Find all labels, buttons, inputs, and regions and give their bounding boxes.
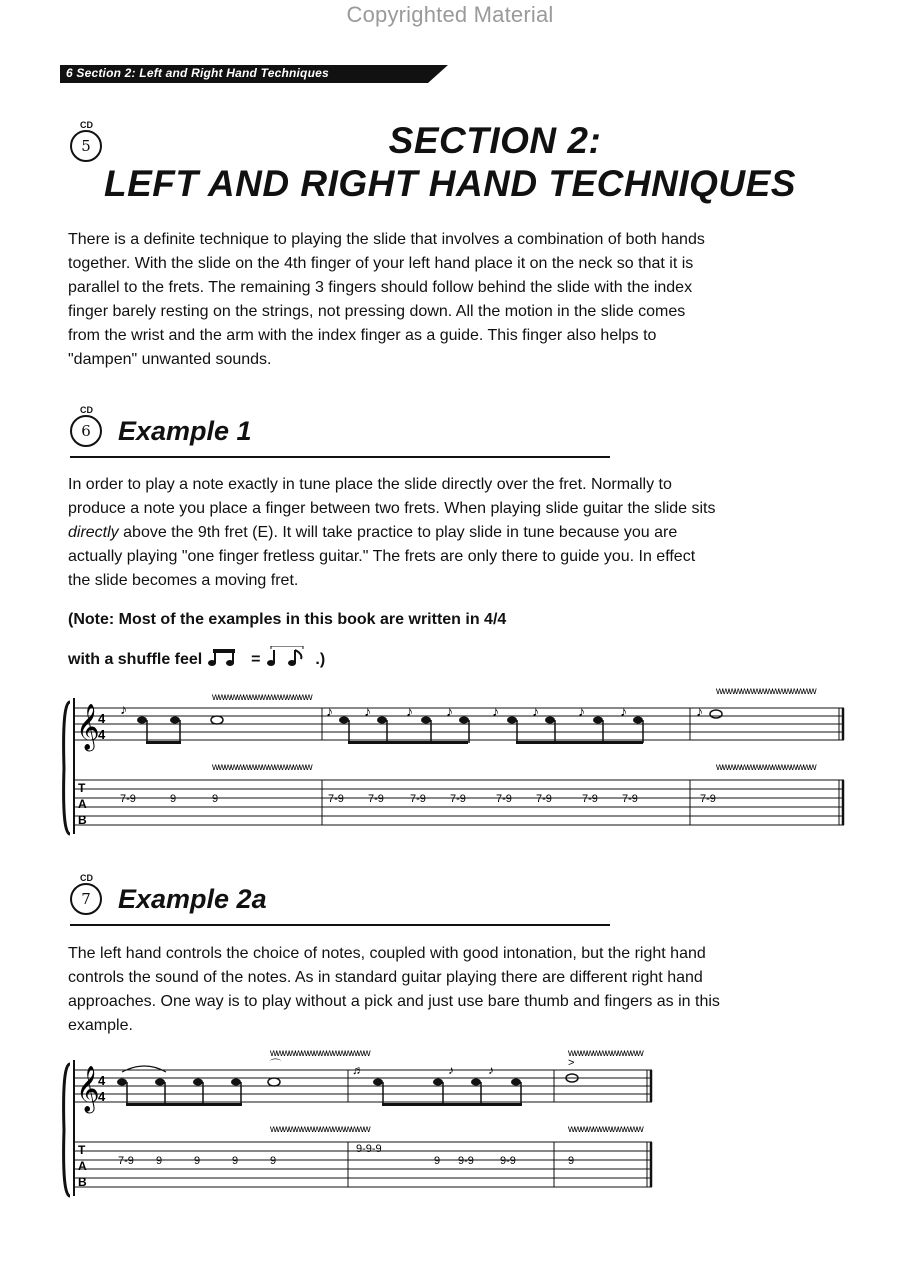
tab-letter: T — [78, 781, 86, 795]
half-note-head — [211, 716, 223, 724]
example1-line: the slide becomes a moving fret. — [68, 572, 299, 589]
tab-fret: 7-9 — [410, 793, 426, 805]
intro-paragraph — [68, 228, 848, 372]
grace-note-icon: ♪ — [120, 701, 127, 717]
tab-fret: 9 — [232, 1155, 239, 1167]
intro-line: from the wrist and the arm with the index finger as a guide. This finger also helps to — [68, 327, 657, 344]
tab-fret: 7-9 — [622, 793, 638, 805]
example1-line — [68, 521, 848, 545]
intro-line: "dampen" unwanted sounds. — [68, 351, 272, 368]
example1-rule — [70, 456, 610, 458]
tab-fret: 9 — [568, 1155, 575, 1167]
grace-note-icon: ♪ — [488, 1063, 494, 1077]
example2a-line: approaches. One way is to play without a pick and just use bare thumb and fingers as in this — [68, 993, 720, 1010]
cd-label: CD — [80, 405, 93, 415]
tab-letter: T — [78, 1143, 86, 1157]
tab-fret: 7-9 — [368, 793, 384, 805]
tab-fret: 9 — [170, 793, 177, 805]
tab-fret: 9 — [434, 1155, 441, 1167]
shuffle-note-text: with a shuffle feel — [68, 651, 203, 668]
measure-notes — [566, 1050, 644, 1082]
section-title-line1: SECTION 2: — [388, 120, 602, 161]
example1-notation — [60, 688, 850, 848]
cd-label: CD — [80, 873, 93, 883]
grace-note-icon: ♪ — [578, 703, 585, 719]
cd-track-badge — [70, 120, 106, 166]
system-brace — [64, 702, 70, 834]
tab-fret: 7-9 — [582, 793, 598, 805]
tab-letter: A — [78, 797, 87, 811]
tab-letter: A — [78, 1159, 87, 1173]
vibrato-icon: wwwwwwwwwwwwwwww — [716, 762, 816, 773]
grace-note-icon: ♪ — [532, 703, 539, 719]
intro-line: finger barely resting on the strings, not pressing down. All the motion in the slide comes — [68, 303, 686, 320]
example2a-line: example. — [68, 1017, 133, 1034]
tab-fret: 7-9 — [328, 793, 344, 805]
tab-letter: B — [78, 1175, 87, 1189]
cd-track-number: 5 — [70, 130, 102, 162]
shuffle-note-line2 — [68, 646, 325, 669]
vibrato-icon: wwwwwwwwwwwwwwww — [212, 762, 312, 773]
tab-fret: 9 — [194, 1155, 201, 1167]
equals-sign: = — [251, 651, 261, 668]
example2a-rule — [70, 924, 610, 926]
system-brace — [64, 1064, 70, 1196]
tab-fret: 7-9 — [118, 1155, 134, 1167]
triplet-feel-icon — [265, 646, 311, 668]
intro-line: parallel to the frets. The remaining 3 fingers should follow behind the slide with the index — [68, 279, 693, 296]
grace-note-icon: ♪ — [406, 703, 413, 719]
cd-track-badge — [70, 405, 106, 451]
vibrato-icon: wwwwwwwwwwwwwwww — [270, 1124, 370, 1135]
tab-fret: 9-9 — [500, 1155, 516, 1167]
tab-fret: 7-9 — [536, 793, 552, 805]
note-head — [137, 717, 147, 724]
section-title-line2: LEFT AND RIGHT HAND TECHNIQUES — [104, 163, 796, 204]
example2a-notation — [60, 1050, 660, 1210]
tab-letter: B — [78, 813, 87, 827]
standard-staff — [74, 708, 844, 740]
example1-paragraph — [68, 473, 848, 593]
example2a-heading: Example 2a — [118, 884, 267, 914]
measure-notes — [352, 1063, 522, 1106]
tab-fret: 9-9-9 — [356, 1143, 382, 1155]
measure-notes — [120, 692, 313, 744]
running-head — [60, 65, 448, 83]
tab-fret: 9 — [156, 1155, 163, 1167]
note-head — [170, 717, 180, 724]
grace-note-icon: ♪ — [326, 703, 333, 719]
treble-clef-icon: 𝄞 — [76, 705, 100, 749]
time-signature-top: 4 — [98, 711, 106, 726]
measure-notes — [696, 688, 817, 719]
cd-label: CD — [80, 120, 93, 130]
tab-fret: 7-9 — [496, 793, 512, 805]
example1-line: produce a note you place a finger between two frets. When playing slide guitar the slide sits — [68, 500, 716, 517]
tab-fret: 7-9 — [120, 793, 136, 805]
vibrato-icon: wwwwwwwwwwww — [568, 1050, 643, 1059]
grace-note-icon: ♪ — [492, 703, 499, 719]
vibrato-icon: wwwwwwwwwwwwwwww — [716, 688, 816, 697]
accent-icon: > — [568, 1057, 575, 1069]
grace-note-icon: ♪ — [364, 703, 371, 719]
intro-line: together. With the slide on the 4th finger of your left hand place it on the neck so that it is — [68, 255, 694, 272]
tab-fret: 9 — [270, 1155, 277, 1167]
tab-fret: 9-9 — [458, 1155, 474, 1167]
time-signature-top: 4 — [98, 1073, 106, 1088]
example1-line-rest: above the 9th fret (E). It will take practice to play slide in tune because you are — [123, 524, 678, 541]
copyright-watermark: Copyrighted Material — [346, 2, 554, 27]
cd-track-number: 6 — [70, 415, 102, 447]
tab-fret: 7-9 — [700, 793, 716, 805]
example2a-line: controls the sound of the notes. As in standard guitar playing there are different right hand — [68, 969, 703, 986]
emphasis-word: directly — [68, 524, 119, 541]
fermata-icon: ⌒ — [270, 1059, 281, 1071]
cd-track-number: 7 — [70, 883, 102, 915]
example1-heading: Example 1 — [118, 416, 252, 446]
note-close: .) — [315, 651, 326, 668]
tab-fret: 9 — [212, 793, 219, 805]
time-signature-bottom: 4 — [98, 727, 106, 742]
grace-note-icon: ♪ — [446, 703, 453, 719]
example1-line: actually playing "one finger fretless guitar." The frets are only there to guide you. In effect — [68, 548, 696, 565]
grace-note-icon: ♪ — [696, 703, 703, 719]
vibrato-icon: wwwwwwwwwwww — [568, 1124, 643, 1135]
grace-note-icon: ♪ — [620, 703, 627, 719]
intro-line: There is a definite technique to playing the slide that involves a combination of both hands — [68, 231, 705, 248]
vibrato-icon: wwwwwwwwwwwwwwww — [212, 692, 312, 703]
eighth-pair-icon — [207, 646, 247, 668]
treble-clef-icon: 𝄞 — [76, 1067, 100, 1111]
example2a-paragraph — [68, 942, 848, 1038]
example1-line: In order to play a note exactly in tune place the slide directly over the fret. Normally to — [68, 476, 672, 493]
shuffle-note-line1: (Note: Most of the examples in this book are written in 4/4 — [68, 611, 507, 628]
tab-fret: 7-9 — [450, 793, 466, 805]
example2a-line: The left hand controls the choice of notes, coupled with good intonation, but the right hand — [68, 945, 706, 962]
grace-note-icon: ♪ — [448, 1063, 454, 1077]
time-signature-bottom: 4 — [98, 1089, 106, 1104]
cd-track-badge — [70, 873, 106, 919]
grace-note-icon: ♬ — [352, 1063, 364, 1077]
running-head-text: 6 Section 2: Left and Right Hand Techniques — [66, 66, 329, 80]
vibrato-icon: wwwwwwwwwwwwwwww — [270, 1050, 370, 1059]
